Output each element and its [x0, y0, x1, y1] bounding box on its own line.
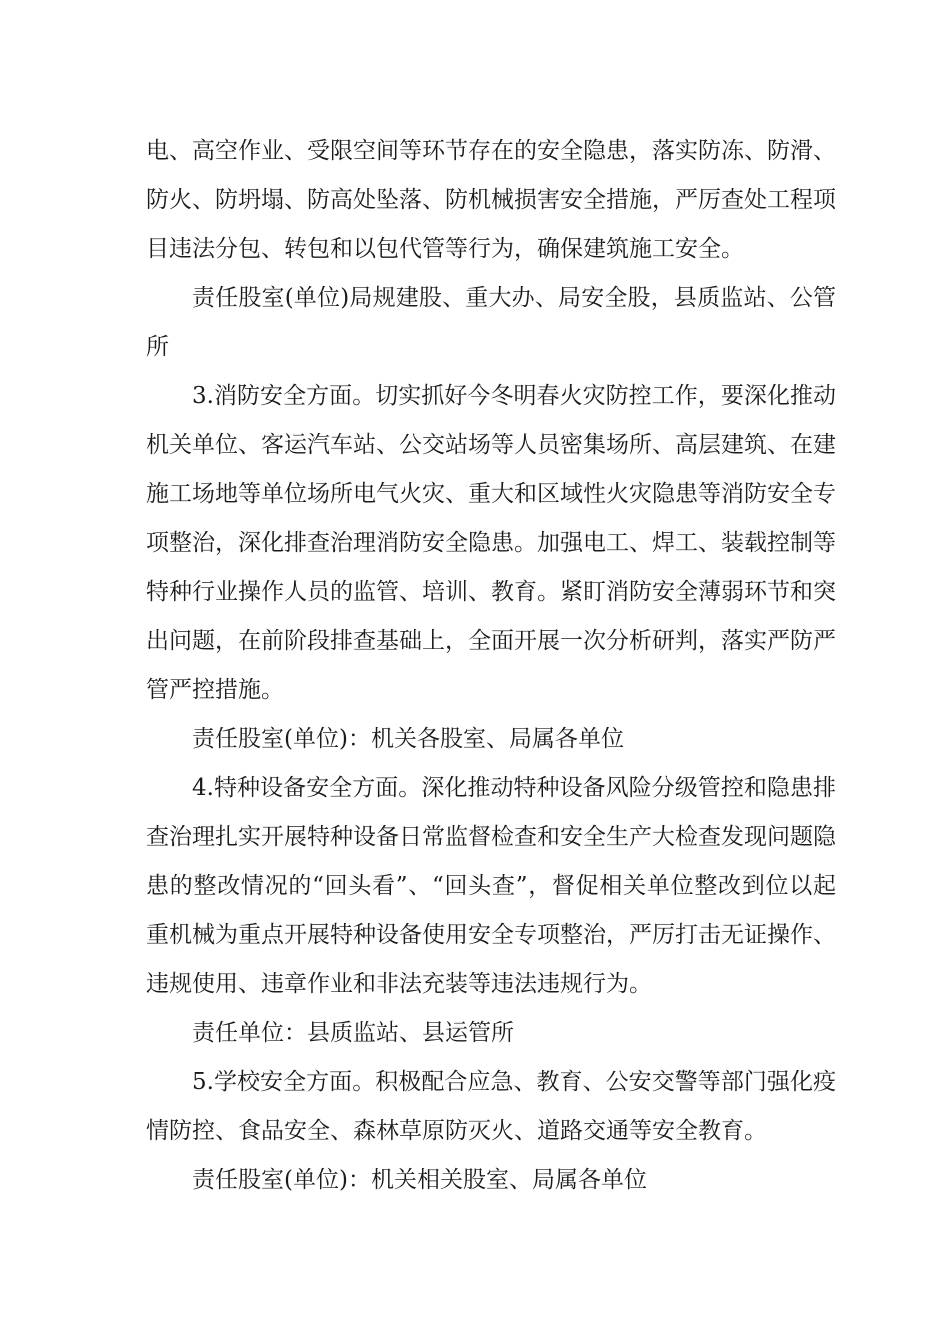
- paragraph-responsible-units-construction: 责任股室(单位)局规建股、重大办、局安全股，县质监站、公管所: [146, 285, 836, 360]
- paragraph-special-equipment-safety: 4.特种设备安全方面。深化推动特种设备风险分级管控和隐患排查治理扎实开展特种设备日常监督检查和安全生产大检查发现问题隐患的整改情况的“回头看”、“回头查”，督促相关单位整改到位以起重机械为重点开展特种设备使用安全专项整治，严厉打击无证操作、违规使用、违章作业和非法充装等违法违规行为。: [146, 775, 836, 997]
- paragraph-responsible-units-school: 责任股室(单位)：机关相关股室、局属各单位: [192, 1167, 647, 1193]
- paragraph-fire-safety: 3.消防安全方面。切实抓好今冬明春火灾防控工作，要深化推动机关单位、客运汽车站、公交站场等人员密集场所、高层建筑、在建施工场地等单位场所电气火灾、重大和区域性火灾隐患等消防安全专项整治，深化排查治理消防安全隐患。加强电工、焊工、装载控制等特种行业操作人员的监管、培训、教育。紧盯消防安全薄弱环节和突出问题，在前阶段排查基础上，全面开展一次分析研判，落实严防严管严控措施。: [146, 383, 836, 703]
- paragraph-school-safety: 5.学校安全方面。积极配合应急、教育、公安交警等部门强化疫情防控、食品安全、森林草原防灭火、道路交通等安全教育。: [146, 1069, 836, 1144]
- paragraph-responsible-units-fire: 责任股室(单位)：机关各股室、局属各单位: [192, 726, 624, 752]
- document-body: [146, 127, 836, 1205]
- paragraph-responsible-units-equipment: 责任单位：县质监站、县运管所: [192, 1020, 514, 1046]
- paragraph-construction-safety: 电、高空作业、受限空间等环节存在的安全隐患，落实防冻、防滑、防火、防坍塌、防高处坠落、防机械损害安全措施，严厉查处工程项目违法分包、转包和以包代管等行为，确保建筑施工安全。: [146, 138, 836, 262]
